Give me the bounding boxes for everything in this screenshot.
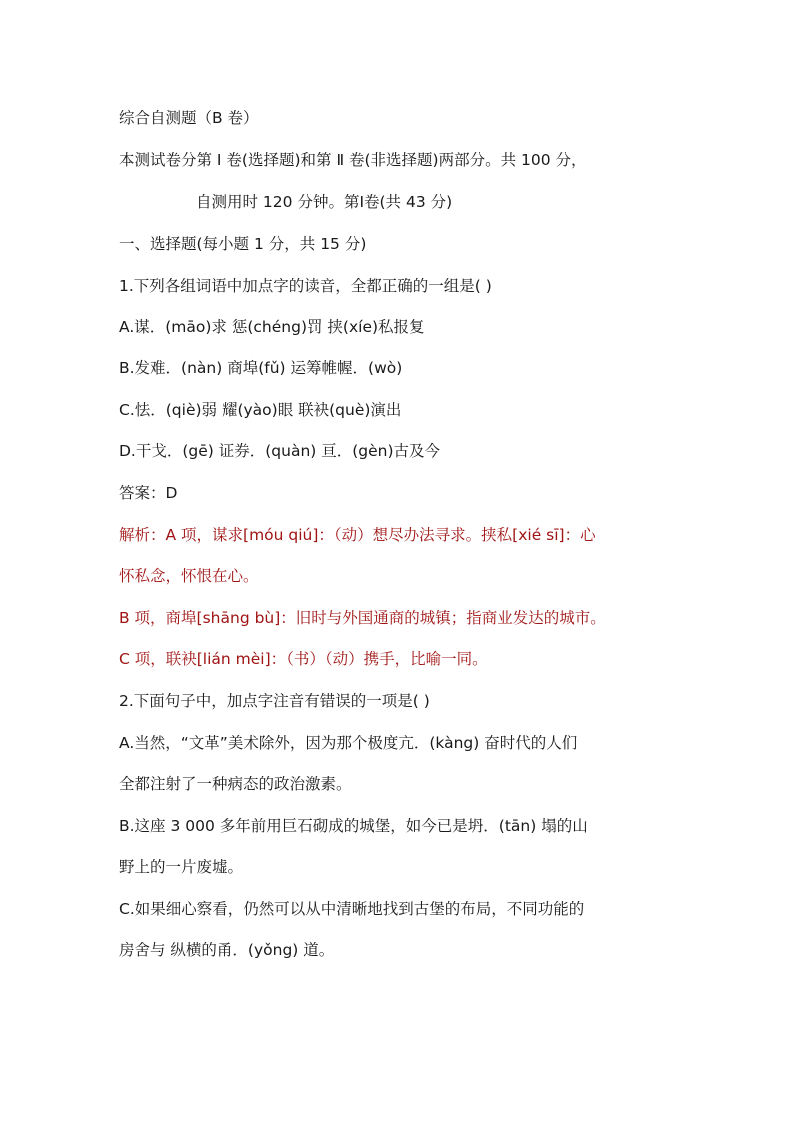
- option-c: C.如果细心察看，仍然可以从中清晰地找到古堡的布局，不同功能的: [119, 900, 585, 918]
- intro-line: 本测试卷分第 Ⅰ 卷(选择题)和第 Ⅱ 卷(非选择题)两部分。共 100 分，: [119, 151, 587, 169]
- option-a: A.谋．(māo)求 惩(chéng)罚 挟(xíe)私报复: [119, 318, 425, 336]
- doc-title: 综合自测题（B 卷）: [119, 109, 259, 127]
- analysis-line: B 项，商埠[shāng bù]：旧时与外国通商的城镇；指商业发达的城市。: [119, 609, 606, 627]
- option-d: D.干戈．(gē) 证券．(quàn) 亘．(gèn)古及今: [119, 442, 441, 460]
- option-b-cont: 野上的一片废墟。: [119, 858, 244, 876]
- question-stem: 1.下列各组词语中加点字的读音，全都正确的一组是( ): [119, 277, 492, 295]
- option-a: A.当然，“文革”美术除外，因为那个极度亢．(kàng) 奋时代的人们: [119, 734, 578, 752]
- analysis-line: 解析：A 项，谋求[móu qiú]：（动）想尽办法寻求。挟私[xié sī]：心: [119, 526, 596, 544]
- option-c-cont: 房舍与 纵横的甬．(yǒng) 道。: [119, 941, 335, 959]
- option-b: B.这座 3 000 多年前用巨石砌成的城堡，如今已是坍．(tān) 塌的山: [119, 817, 588, 835]
- answer: 答案：D: [119, 484, 178, 502]
- question-stem: 2.下面句子中，加点字注音有错误的一项是( ): [119, 692, 430, 710]
- analysis-line: C 项，联袂[lián mèi]：（书）（动）携手，比喻一同。: [119, 650, 488, 668]
- analysis-line: 怀私念，怀恨在心。: [119, 567, 259, 585]
- option-b: B.发难．(nàn) 商埠(fǔ) 运筹帷幄．(wò): [119, 359, 403, 377]
- option-c: C.怯．(qiè)弱 耀(yào)眼 联袂(què)演出: [119, 401, 402, 419]
- section-heading: 一、选择题(每小题 1 分，共 15 分): [119, 235, 367, 253]
- option-a-cont: 全都注射了一种病态的政治激素。: [119, 775, 352, 793]
- intro-line: 自测用时 120 分钟。第Ⅰ卷(共 43 分): [196, 193, 453, 211]
